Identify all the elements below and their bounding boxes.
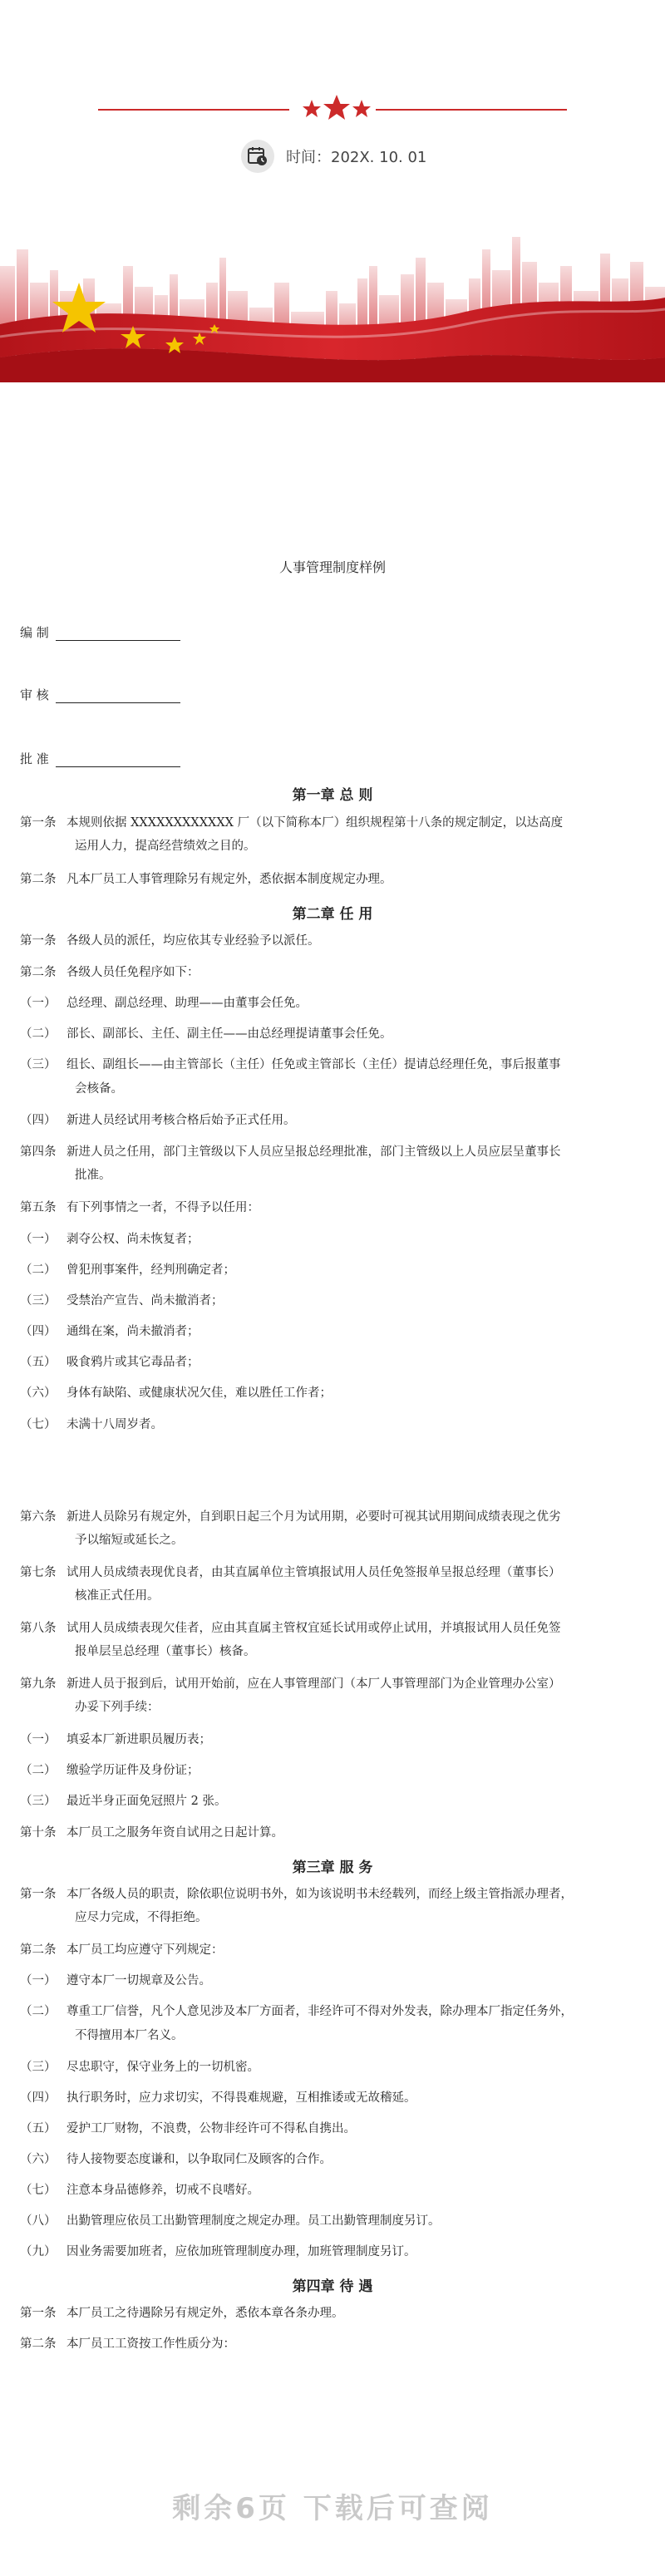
remaining-pages-text[interactable]: 剩余6页 下载后可查阅 xyxy=(172,2492,493,2525)
header-banner xyxy=(0,0,665,382)
list-item-continuation: 不得擅用本厂名义。 xyxy=(75,2029,184,2042)
chapter-heading: 第一章 总 则 xyxy=(292,787,373,804)
article-continuation: 批准。 xyxy=(75,1169,111,1182)
sign-field-compile xyxy=(20,623,180,641)
sign-blank xyxy=(56,625,180,641)
city-skyline-banner xyxy=(0,233,665,382)
sign-blank xyxy=(56,687,180,703)
article-continuation: 应尽力完成，不得拒绝。 xyxy=(75,1911,208,1924)
sign-blank xyxy=(56,751,180,767)
article-continuation: 报单层呈总经理（董事长）核备。 xyxy=(75,1645,256,1658)
article-continuation: 办妥下列手续： xyxy=(75,1701,160,1714)
article-continuation: 予以缩短或延长之。 xyxy=(75,1534,184,1547)
sign-label: 批 准 xyxy=(20,751,49,766)
sign-field-approve xyxy=(20,750,180,767)
sign-label: 审 核 xyxy=(20,687,49,702)
list-item-continuation: 会核备。 xyxy=(75,1082,123,1096)
sign-label: 编 制 xyxy=(20,625,49,640)
divider-left xyxy=(98,109,289,111)
calendar-clock-icon xyxy=(241,140,274,173)
publish-time: 时间：202X. 10. 01 xyxy=(286,149,427,166)
three-stars-icon xyxy=(295,93,378,126)
divider-right xyxy=(376,109,567,111)
article-continuation: 运用人力，提高经营绩效之目的。 xyxy=(75,840,256,853)
document-title: 人事管理制度样例 xyxy=(278,559,386,575)
chapter-heading: 第三章 服 务 xyxy=(292,1859,373,1876)
download-prompt[interactable] xyxy=(0,2485,665,2535)
chapter-heading: 第二章 任 用 xyxy=(292,906,373,923)
article-continuation: 核准正式任用。 xyxy=(75,1589,160,1603)
chapter-heading: 第四章 待 遇 xyxy=(292,2278,373,2295)
sign-field-review xyxy=(20,686,180,703)
time-row xyxy=(241,140,426,173)
